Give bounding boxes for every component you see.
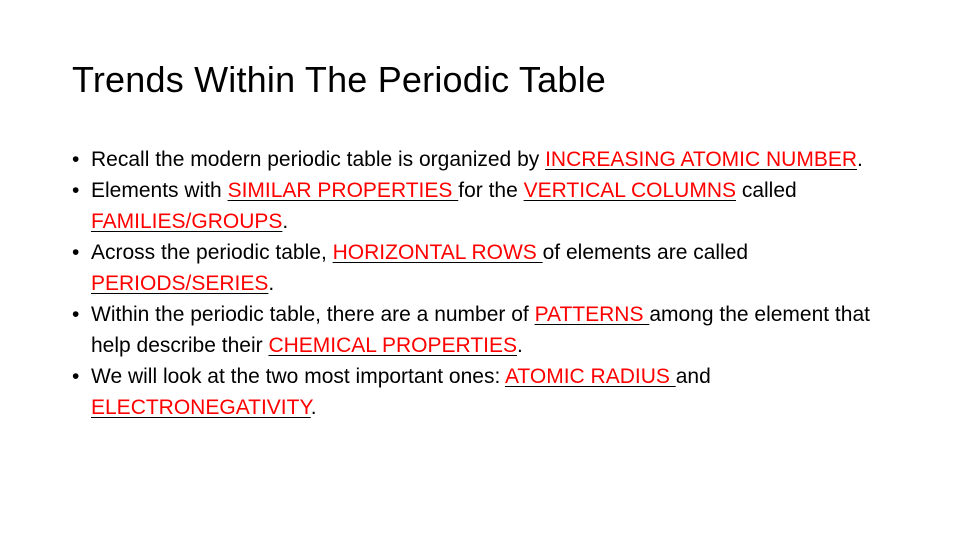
bullet-text: for the [458,179,524,202]
slide-title: Trends Within The Periodic Table [72,59,606,100]
bullet-text: . [517,334,523,357]
bullet-item [72,144,902,175]
bullet-text: . [268,272,275,295]
bullet-text: Across the periodic table, [91,241,333,264]
bullet-dot: • [72,148,80,171]
highlighted-term: PATTERNS [534,303,650,326]
highlighted-term: CHEMICAL PROPERTIES [268,334,517,357]
bullet-dot: • [72,365,80,388]
highlighted-term: VERTICAL COLUMNS [523,179,736,202]
highlighted-term: ELECTRONEGATIVITY [91,396,311,419]
bullet-text: . [282,210,289,233]
bullet-text: We will look at the two most important ones: [91,365,505,388]
bullet-item [72,175,902,237]
bullet-text: . [310,396,317,419]
bullet-text: of elements are called [542,241,749,264]
bullet-item [72,237,902,299]
bullet-text: . [857,148,863,171]
bullet-dot: • [72,241,80,264]
bullet-dot: • [72,179,80,202]
bullet-list [72,144,902,423]
bullet-item [72,361,902,423]
highlighted-term: HORIZONTAL ROWS [332,241,543,264]
highlighted-term: ATOMIC RADIUS [504,365,676,388]
bullet-text: Elements with [91,179,228,202]
highlighted-term: PERIODS/SERIES [91,272,269,295]
bullet-item [72,299,902,361]
highlighted-term: FAMILIES/GROUPS [91,210,283,233]
bullet-text: among the element that help describe their [91,303,870,357]
bullet-text: and [675,365,711,388]
bullet-dot: • [72,303,80,326]
highlighted-term: INCREASING ATOMIC NUMBER [545,148,858,171]
bullet-text: Recall the modern periodic table is organized by [91,148,546,171]
highlighted-term: SIMILAR PROPERTIES [227,179,459,202]
bullet-text: called [736,179,797,202]
bullet-text: Within the periodic table, there are a number of [91,303,535,326]
